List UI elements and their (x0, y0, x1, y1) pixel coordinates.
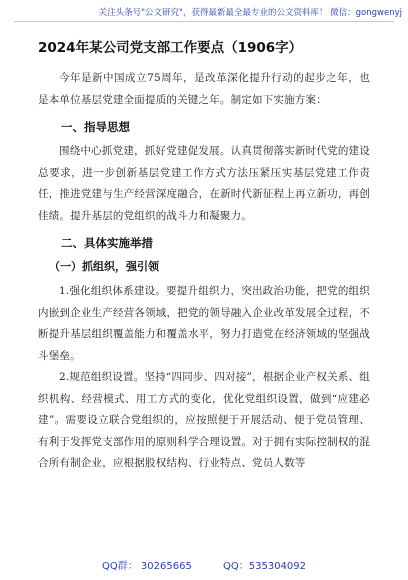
section-heading-guiding-ideology: 一、指导思想 (61, 120, 130, 134)
document-body (38, 30, 370, 475)
guiding-ideology-paragraph: 围绕中心抓党建，抓好党建促发展。认真贯彻落实新时代党的建设总要求，进一步创新基层党建工作方式方法压紧压实基层党建工作责任，推进党建与生产经营深度融合，在新时代新征程上再立新功，再创佳绩。提升基层的党组织的战斗力和凝聚力。 (38, 145, 370, 222)
subsection-heading-organization: （一）抓组织，强引领 (49, 260, 159, 273)
document-title: 2024年某公司党支部工作要点（1906字） (38, 40, 303, 56)
footer-qq: QQ：535304092 (223, 561, 307, 572)
section-heading-measures: 二、具体实施举措 (61, 236, 153, 250)
footer-qq-group: QQ群： 30265665 (101, 561, 192, 572)
measure-item-1: 1.强化组织体系建设。要提升组织力，突出政治功能，把党的组织内嵌到企业生产经营各领域，把党的领导融入企业改革发展全过程，不断提升基层组织覆盖能力和覆盖水平，努力打造党在经济领域的坚强战斗堡垒。 (38, 285, 370, 362)
intro-paragraph: 今年是新中国成立75周年，是改革深化提升行动的起步之年，也是本单位基层党建全面提质的关键之年。制定如下实施方案： (38, 72, 370, 106)
footer-contact (0, 557, 408, 572)
header-divider (14, 21, 394, 22)
header-banner: 关注头条号"公文研究"，获得最新最全最专业的公文资料库！ 微信：gongwenyj (98, 8, 402, 18)
measure-item-2: 2.规范组织设置。坚持“四同步、四对接”，根据企业产权关系、组织机构、经营模式、用工方式的变化，优化党组织设置，做到“应建必建”。需要设立联合党组织的，应按照便于开展活动、便于党员管理、有利于发挥党支部作用的原则科学合理设置。对于拥有实际控制权的混合所有制企业，应根据股权结构、行业特点、党员人数等 (38, 371, 370, 469)
